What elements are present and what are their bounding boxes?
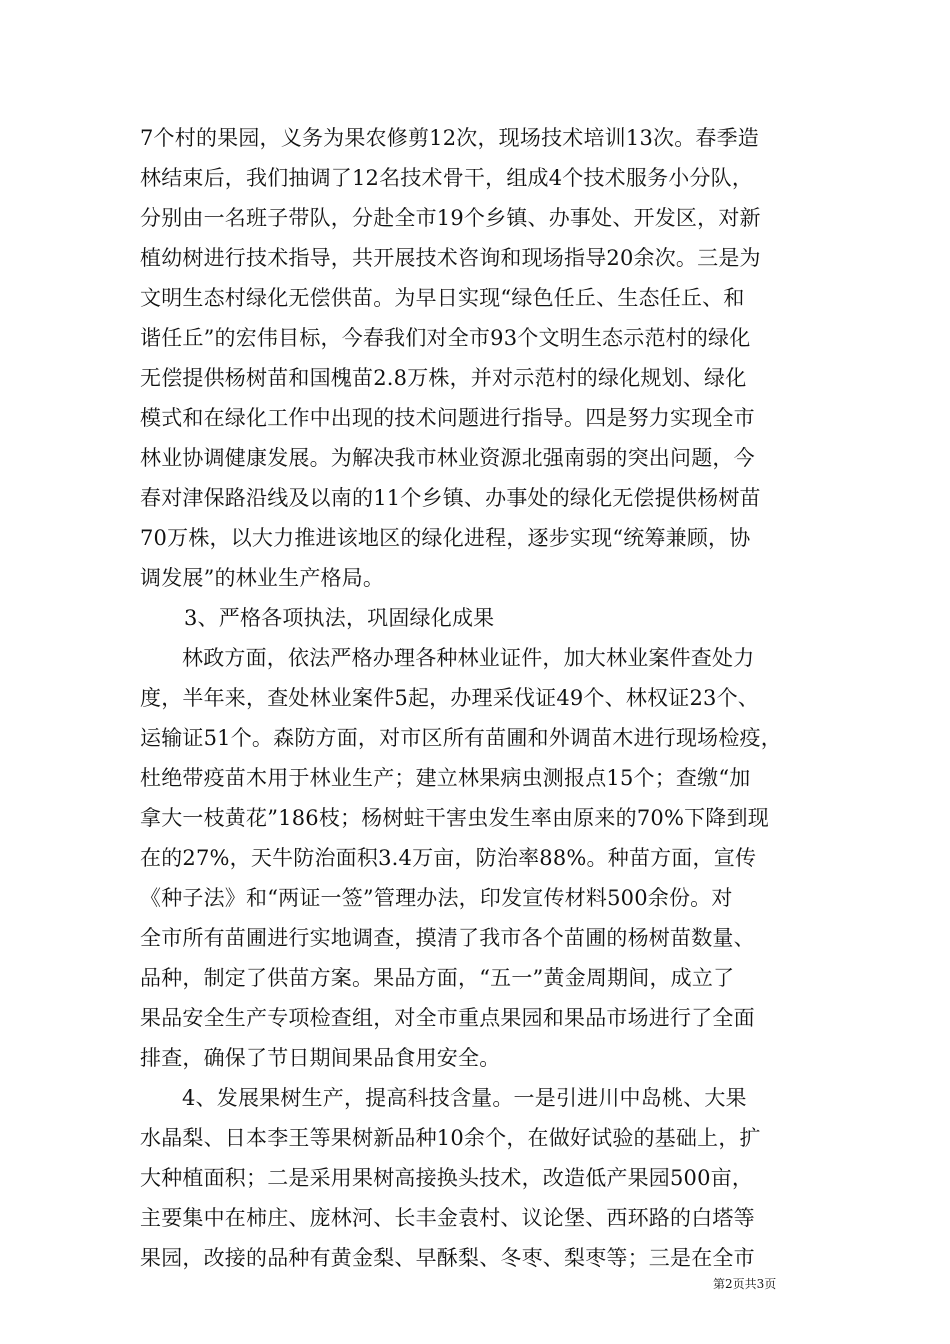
text-line: 果品安全生产专项检查组，对全市重点果园和果品市场进行了全面 <box>140 1006 755 1030</box>
text-line: 《种子法》和“两证一签”管理办法，印发宣传材料500余份。对 <box>140 886 733 910</box>
text-line: 分别由一名班子带队，分赴全市19个乡镇、办事处、开发区，对新 <box>140 206 761 230</box>
text-line: 排查，确保了节日期间果品食用安全。 <box>140 1046 501 1070</box>
text-line: 70万株，以大力推进该地区的绿化进程，逐步实现“统筹兼顾，协 <box>140 526 751 550</box>
text-line: 在的27%，天牛防治面积3.4万亩，防治率88%。种苗方面，宣传 <box>140 846 757 870</box>
text-line: 模式和在绿化工作中出现的技术问题进行指导。四是努力实现全市 <box>140 406 755 430</box>
text-line: 调发展”的林业生产格局。 <box>140 566 385 590</box>
text-line: 春对津保路沿线及以南的11个乡镇、办事处的绿化无偿提供杨树苗 <box>140 486 761 510</box>
text-line: 植幼树进行技术指导，共开展技术咨询和现场指导20余次。三是为 <box>140 246 761 270</box>
text-line: 全市所有苗圃进行实地调查，摸清了我市各个苗圃的杨树苗数量、 <box>140 926 755 950</box>
text-line: 杜绝带疫苗木用于林业生产；建立林果病虫测报点15个；查缴“加 <box>140 766 751 790</box>
text-line: 运输证51个。森防方面，对市区所有苗圃和外调苗木进行现场检疫， <box>140 726 782 750</box>
text-line: 林政方面，依法严格办理各种林业证件，加大林业案件查处力 <box>182 646 755 670</box>
page-number: 第2页共3页 <box>713 1277 777 1291</box>
text-line: 拿大一枝黄花”186枝；杨树蛀干害虫发生率由原来的70%下降到现 <box>140 806 769 830</box>
text-line: 林业协调健康发展。为解决我市林业资源北强南弱的突出问题，今 <box>140 446 755 470</box>
text-line: 无偿提供杨树苗和国槐苗2.8万株，并对示范村的绿化规划、绿化 <box>140 366 747 390</box>
text-line: 主要集中在柿庄、庞林河、长丰金袁村、议论堡、西环路的白塔等 <box>140 1206 755 1230</box>
text-line: 品种，制定了供苗方案。果品方面，“五一”黄金周期间，成立了 <box>140 966 735 990</box>
text-line: 大种植面积；二是采用果树高接换头技术，改造低产果园500亩， <box>140 1166 754 1190</box>
text-line: 谐任丘”的宏伟目标，今春我们对全市93个文明生态示范村的绿化 <box>140 326 751 350</box>
section-heading: 3、严格各项执法，巩固绿化成果 <box>184 606 495 630</box>
text-line: 7个村的果园，义务为果农修剪12次，现场技术培训13次。春季造 <box>140 126 760 150</box>
text-line: 果园，改接的品种有黄金梨、早酥梨、冬枣、梨枣等；三是在全市 <box>140 1246 755 1270</box>
text-line: 林结束后，我们抽调了12名技术骨干，组成4个技术服务小分队， <box>140 166 754 190</box>
text-line: 文明生态村绿化无偿供苗。为早日实现“绿色任丘、生态任丘、和 <box>140 286 745 310</box>
body-text <box>140 118 810 1278</box>
section-heading: 4、发展果树生产，提高科技含量。一是引进川中岛桃、大果 <box>182 1086 747 1110</box>
text-line: 度，半年来，查处林业案件5起，办理采伐证49个、林权证23个、 <box>140 686 760 710</box>
text-line: 水晶梨、日本李王等果树新品种10余个，在做好试验的基础上，扩 <box>140 1126 761 1150</box>
